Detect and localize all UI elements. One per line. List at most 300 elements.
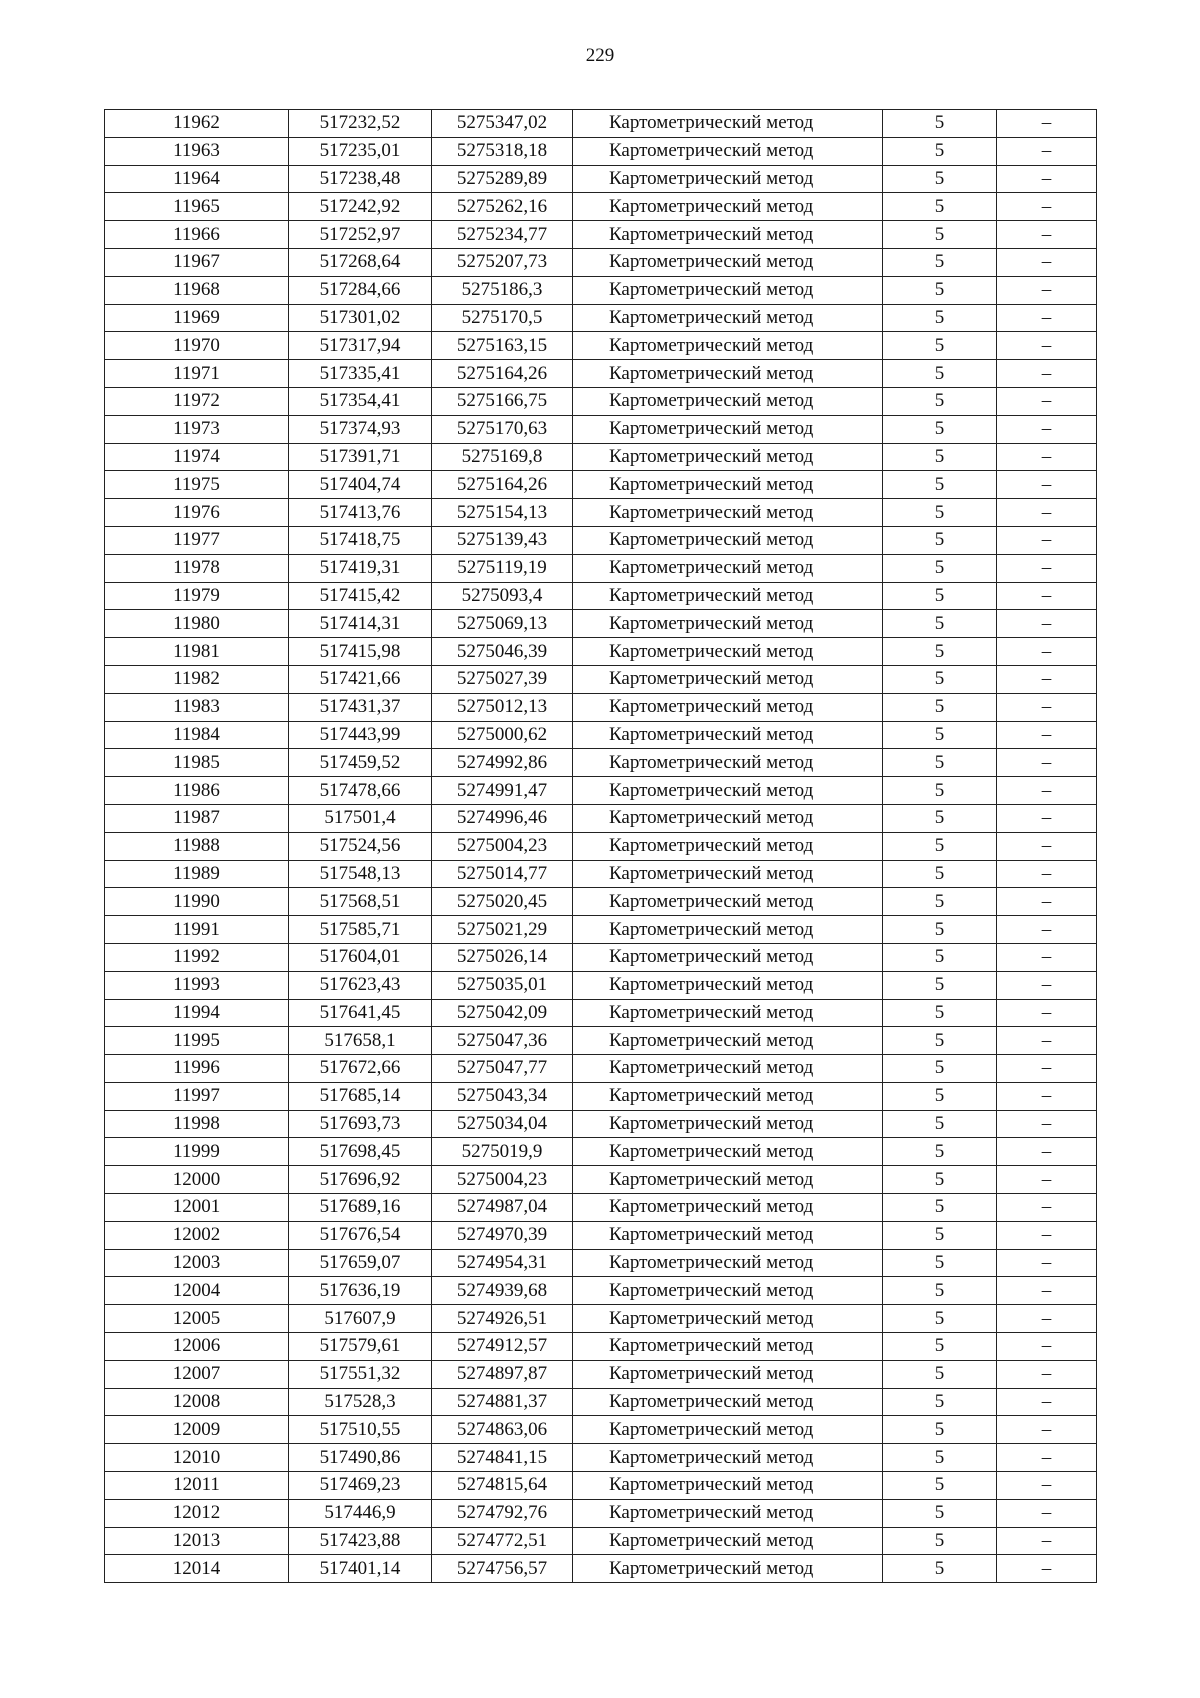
accuracy-cell: 5 bbox=[883, 916, 997, 944]
point-number-cell: 11997 bbox=[105, 1082, 289, 1110]
accuracy-cell: 5 bbox=[883, 137, 997, 165]
x-coordinate-cell: 517252,97 bbox=[289, 221, 432, 249]
note-cell: – bbox=[997, 137, 1097, 165]
table-body bbox=[105, 110, 1097, 1583]
point-number-cell: 11977 bbox=[105, 526, 289, 554]
method-cell: Картометрический метод bbox=[573, 1194, 883, 1222]
accuracy-cell: 5 bbox=[883, 804, 997, 832]
accuracy-cell: 5 bbox=[883, 221, 997, 249]
method-cell: Картометрический метод bbox=[573, 916, 883, 944]
x-coordinate-cell: 517658,1 bbox=[289, 1027, 432, 1055]
note-cell: – bbox=[997, 110, 1097, 138]
x-coordinate-cell: 517551,32 bbox=[289, 1360, 432, 1388]
note-cell: – bbox=[997, 971, 1097, 999]
note-cell: – bbox=[997, 304, 1097, 332]
x-coordinate-cell: 517469,23 bbox=[289, 1472, 432, 1500]
x-coordinate-cell: 517478,66 bbox=[289, 777, 432, 805]
y-coordinate-cell: 5274792,76 bbox=[432, 1499, 573, 1527]
method-cell: Картометрический метод bbox=[573, 471, 883, 499]
y-coordinate-cell: 5275027,39 bbox=[432, 665, 573, 693]
point-number-cell: 11989 bbox=[105, 860, 289, 888]
x-coordinate-cell: 517585,71 bbox=[289, 916, 432, 944]
x-coordinate-cell: 517232,52 bbox=[289, 110, 432, 138]
point-number-cell: 12007 bbox=[105, 1360, 289, 1388]
table-row bbox=[105, 360, 1097, 388]
note-cell: – bbox=[997, 665, 1097, 693]
x-coordinate-cell: 517568,51 bbox=[289, 888, 432, 916]
point-number-cell: 11993 bbox=[105, 971, 289, 999]
accuracy-cell: 5 bbox=[883, 832, 997, 860]
note-cell: – bbox=[997, 1221, 1097, 1249]
x-coordinate-cell: 517579,61 bbox=[289, 1333, 432, 1361]
method-cell: Картометрический метод bbox=[573, 1221, 883, 1249]
note-cell: – bbox=[997, 943, 1097, 971]
table-row bbox=[105, 582, 1097, 610]
method-cell: Картометрический метод bbox=[573, 665, 883, 693]
point-number-cell: 12011 bbox=[105, 1472, 289, 1500]
note-cell: – bbox=[997, 165, 1097, 193]
method-cell: Картометрический метод bbox=[573, 1499, 883, 1527]
method-cell: Картометрический метод bbox=[573, 415, 883, 443]
method-cell: Картометрический метод bbox=[573, 888, 883, 916]
table-row bbox=[105, 1360, 1097, 1388]
point-number-cell: 11974 bbox=[105, 443, 289, 471]
method-cell: Картометрический метод bbox=[573, 1416, 883, 1444]
accuracy-cell: 5 bbox=[883, 1249, 997, 1277]
accuracy-cell: 5 bbox=[883, 693, 997, 721]
table-row bbox=[105, 165, 1097, 193]
note-cell: – bbox=[997, 721, 1097, 749]
note-cell: – bbox=[997, 276, 1097, 304]
point-number-cell: 12014 bbox=[105, 1555, 289, 1583]
method-cell: Картометрический метод bbox=[573, 137, 883, 165]
table-row bbox=[105, 777, 1097, 805]
accuracy-cell: 5 bbox=[883, 554, 997, 582]
x-coordinate-cell: 517676,54 bbox=[289, 1221, 432, 1249]
table-row bbox=[105, 1388, 1097, 1416]
y-coordinate-cell: 5275021,29 bbox=[432, 916, 573, 944]
accuracy-cell: 5 bbox=[883, 1472, 997, 1500]
y-coordinate-cell: 5275047,36 bbox=[432, 1027, 573, 1055]
point-number-cell: 11967 bbox=[105, 248, 289, 276]
point-number-cell: 11964 bbox=[105, 165, 289, 193]
method-cell: Картометрический метод bbox=[573, 638, 883, 666]
method-cell: Картометрический метод bbox=[573, 387, 883, 415]
note-cell: – bbox=[997, 860, 1097, 888]
y-coordinate-cell: 5275004,23 bbox=[432, 1166, 573, 1194]
point-number-cell: 11980 bbox=[105, 610, 289, 638]
note-cell: – bbox=[997, 1138, 1097, 1166]
x-coordinate-cell: 517689,16 bbox=[289, 1194, 432, 1222]
note-cell: – bbox=[997, 582, 1097, 610]
point-number-cell: 12004 bbox=[105, 1277, 289, 1305]
x-coordinate-cell: 517415,98 bbox=[289, 638, 432, 666]
accuracy-cell: 5 bbox=[883, 248, 997, 276]
method-cell: Картометрический метод bbox=[573, 1388, 883, 1416]
note-cell: – bbox=[997, 1277, 1097, 1305]
point-number-cell: 11970 bbox=[105, 332, 289, 360]
method-cell: Картометрический метод bbox=[573, 443, 883, 471]
y-coordinate-cell: 5274996,46 bbox=[432, 804, 573, 832]
y-coordinate-cell: 5275170,5 bbox=[432, 304, 573, 332]
note-cell: – bbox=[997, 1110, 1097, 1138]
y-coordinate-cell: 5274987,04 bbox=[432, 1194, 573, 1222]
x-coordinate-cell: 517685,14 bbox=[289, 1082, 432, 1110]
accuracy-cell: 5 bbox=[883, 610, 997, 638]
y-coordinate-cell: 5275170,63 bbox=[432, 415, 573, 443]
accuracy-cell: 5 bbox=[883, 1305, 997, 1333]
x-coordinate-cell: 517490,86 bbox=[289, 1444, 432, 1472]
note-cell: – bbox=[997, 1055, 1097, 1083]
accuracy-cell: 5 bbox=[883, 1388, 997, 1416]
accuracy-cell: 5 bbox=[883, 1277, 997, 1305]
table-row bbox=[105, 1527, 1097, 1555]
note-cell: – bbox=[997, 693, 1097, 721]
table-row bbox=[105, 804, 1097, 832]
method-cell: Картометрический метод bbox=[573, 499, 883, 527]
point-number-cell: 11986 bbox=[105, 777, 289, 805]
accuracy-cell: 5 bbox=[883, 276, 997, 304]
accuracy-cell: 5 bbox=[883, 721, 997, 749]
method-cell: Картометрический метод bbox=[573, 1555, 883, 1583]
table-row bbox=[105, 1138, 1097, 1166]
y-coordinate-cell: 5275046,39 bbox=[432, 638, 573, 666]
x-coordinate-cell: 517391,71 bbox=[289, 443, 432, 471]
accuracy-cell: 5 bbox=[883, 415, 997, 443]
table-row bbox=[105, 1499, 1097, 1527]
method-cell: Картометрический метод bbox=[573, 693, 883, 721]
accuracy-cell: 5 bbox=[883, 999, 997, 1027]
method-cell: Картометрический метод bbox=[573, 610, 883, 638]
method-cell: Картометрический метод bbox=[573, 193, 883, 221]
method-cell: Картометрический метод bbox=[573, 1055, 883, 1083]
table-row bbox=[105, 221, 1097, 249]
accuracy-cell: 5 bbox=[883, 1221, 997, 1249]
accuracy-cell: 5 bbox=[883, 193, 997, 221]
note-cell: – bbox=[997, 1166, 1097, 1194]
y-coordinate-cell: 5275035,01 bbox=[432, 971, 573, 999]
method-cell: Картометрический метод bbox=[573, 1527, 883, 1555]
point-number-cell: 11965 bbox=[105, 193, 289, 221]
table-row bbox=[105, 1444, 1097, 1472]
method-cell: Картометрический метод bbox=[573, 332, 883, 360]
note-cell: – bbox=[997, 1360, 1097, 1388]
y-coordinate-cell: 5274756,57 bbox=[432, 1555, 573, 1583]
accuracy-cell: 5 bbox=[883, 860, 997, 888]
point-number-cell: 12008 bbox=[105, 1388, 289, 1416]
x-coordinate-cell: 517446,9 bbox=[289, 1499, 432, 1527]
accuracy-cell: 5 bbox=[883, 1194, 997, 1222]
y-coordinate-cell: 5274912,57 bbox=[432, 1333, 573, 1361]
note-cell: – bbox=[997, 804, 1097, 832]
table-row bbox=[105, 1110, 1097, 1138]
method-cell: Картометрический метод bbox=[573, 832, 883, 860]
coordinates-table bbox=[104, 109, 1097, 1583]
point-number-cell: 11999 bbox=[105, 1138, 289, 1166]
accuracy-cell: 5 bbox=[883, 943, 997, 971]
y-coordinate-cell: 5275043,34 bbox=[432, 1082, 573, 1110]
x-coordinate-cell: 517284,66 bbox=[289, 276, 432, 304]
x-coordinate-cell: 517501,4 bbox=[289, 804, 432, 832]
accuracy-cell: 5 bbox=[883, 1138, 997, 1166]
x-coordinate-cell: 517413,76 bbox=[289, 499, 432, 527]
y-coordinate-cell: 5274992,86 bbox=[432, 749, 573, 777]
accuracy-cell: 5 bbox=[883, 1444, 997, 1472]
point-number-cell: 12010 bbox=[105, 1444, 289, 1472]
note-cell: – bbox=[997, 1555, 1097, 1583]
accuracy-cell: 5 bbox=[883, 1360, 997, 1388]
accuracy-cell: 5 bbox=[883, 332, 997, 360]
table-row bbox=[105, 443, 1097, 471]
point-number-cell: 11979 bbox=[105, 582, 289, 610]
point-number-cell: 11966 bbox=[105, 221, 289, 249]
point-number-cell: 12000 bbox=[105, 1166, 289, 1194]
x-coordinate-cell: 517418,75 bbox=[289, 526, 432, 554]
table-row bbox=[105, 1082, 1097, 1110]
y-coordinate-cell: 5275164,26 bbox=[432, 471, 573, 499]
point-number-cell: 11998 bbox=[105, 1110, 289, 1138]
method-cell: Картометрический метод bbox=[573, 165, 883, 193]
method-cell: Картометрический метод bbox=[573, 1444, 883, 1472]
x-coordinate-cell: 517443,99 bbox=[289, 721, 432, 749]
note-cell: – bbox=[997, 1388, 1097, 1416]
y-coordinate-cell: 5275026,14 bbox=[432, 943, 573, 971]
table-row bbox=[105, 1555, 1097, 1583]
note-cell: – bbox=[997, 888, 1097, 916]
table-row bbox=[105, 1249, 1097, 1277]
point-number-cell: 12002 bbox=[105, 1221, 289, 1249]
y-coordinate-cell: 5275047,77 bbox=[432, 1055, 573, 1083]
y-coordinate-cell: 5274970,39 bbox=[432, 1221, 573, 1249]
accuracy-cell: 5 bbox=[883, 749, 997, 777]
note-cell: – bbox=[997, 193, 1097, 221]
table-row bbox=[105, 1055, 1097, 1083]
y-coordinate-cell: 5274881,37 bbox=[432, 1388, 573, 1416]
table-row bbox=[105, 1166, 1097, 1194]
table-row bbox=[105, 693, 1097, 721]
point-number-cell: 11976 bbox=[105, 499, 289, 527]
y-coordinate-cell: 5275186,3 bbox=[432, 276, 573, 304]
y-coordinate-cell: 5274991,47 bbox=[432, 777, 573, 805]
y-coordinate-cell: 5275154,13 bbox=[432, 499, 573, 527]
method-cell: Картометрический метод bbox=[573, 110, 883, 138]
accuracy-cell: 5 bbox=[883, 443, 997, 471]
table-row bbox=[105, 749, 1097, 777]
method-cell: Картометрический метод bbox=[573, 749, 883, 777]
x-coordinate-cell: 517415,42 bbox=[289, 582, 432, 610]
table-row bbox=[105, 1194, 1097, 1222]
table-row bbox=[105, 1277, 1097, 1305]
note-cell: – bbox=[997, 332, 1097, 360]
note-cell: – bbox=[997, 1499, 1097, 1527]
table-row bbox=[105, 610, 1097, 638]
table-row bbox=[105, 860, 1097, 888]
point-number-cell: 11978 bbox=[105, 554, 289, 582]
note-cell: – bbox=[997, 749, 1097, 777]
x-coordinate-cell: 517607,9 bbox=[289, 1305, 432, 1333]
point-number-cell: 12012 bbox=[105, 1499, 289, 1527]
accuracy-cell: 5 bbox=[883, 1416, 997, 1444]
point-number-cell: 12009 bbox=[105, 1416, 289, 1444]
method-cell: Картометрический метод bbox=[573, 971, 883, 999]
point-number-cell: 12005 bbox=[105, 1305, 289, 1333]
table-row bbox=[105, 971, 1097, 999]
y-coordinate-cell: 5275234,77 bbox=[432, 221, 573, 249]
accuracy-cell: 5 bbox=[883, 165, 997, 193]
y-coordinate-cell: 5275119,19 bbox=[432, 554, 573, 582]
y-coordinate-cell: 5275014,77 bbox=[432, 860, 573, 888]
method-cell: Картометрический метод bbox=[573, 248, 883, 276]
note-cell: – bbox=[997, 526, 1097, 554]
note-cell: – bbox=[997, 360, 1097, 388]
method-cell: Картометрический метод bbox=[573, 943, 883, 971]
method-cell: Картометрический метод bbox=[573, 1138, 883, 1166]
point-number-cell: 11963 bbox=[105, 137, 289, 165]
accuracy-cell: 5 bbox=[883, 777, 997, 805]
y-coordinate-cell: 5274954,31 bbox=[432, 1249, 573, 1277]
x-coordinate-cell: 517693,73 bbox=[289, 1110, 432, 1138]
point-number-cell: 11982 bbox=[105, 665, 289, 693]
accuracy-cell: 5 bbox=[883, 1527, 997, 1555]
table-row bbox=[105, 1333, 1097, 1361]
accuracy-cell: 5 bbox=[883, 387, 997, 415]
table-row bbox=[105, 387, 1097, 415]
method-cell: Картометрический метод bbox=[573, 1277, 883, 1305]
method-cell: Картометрический метод bbox=[573, 804, 883, 832]
table-row bbox=[105, 276, 1097, 304]
accuracy-cell: 5 bbox=[883, 1333, 997, 1361]
note-cell: – bbox=[997, 1249, 1097, 1277]
point-number-cell: 11969 bbox=[105, 304, 289, 332]
point-number-cell: 11975 bbox=[105, 471, 289, 499]
table-row bbox=[105, 137, 1097, 165]
method-cell: Картометрический метод bbox=[573, 1305, 883, 1333]
y-coordinate-cell: 5275207,73 bbox=[432, 248, 573, 276]
method-cell: Картометрический метод bbox=[573, 1082, 883, 1110]
accuracy-cell: 5 bbox=[883, 1055, 997, 1083]
method-cell: Картометрический метод bbox=[573, 1333, 883, 1361]
y-coordinate-cell: 5274939,68 bbox=[432, 1277, 573, 1305]
x-coordinate-cell: 517459,52 bbox=[289, 749, 432, 777]
point-number-cell: 11987 bbox=[105, 804, 289, 832]
x-coordinate-cell: 517623,43 bbox=[289, 971, 432, 999]
table-row bbox=[105, 832, 1097, 860]
point-number-cell: 11972 bbox=[105, 387, 289, 415]
accuracy-cell: 5 bbox=[883, 888, 997, 916]
y-coordinate-cell: 5274863,06 bbox=[432, 1416, 573, 1444]
table-row bbox=[105, 471, 1097, 499]
method-cell: Картометрический метод bbox=[573, 1027, 883, 1055]
table-row bbox=[105, 554, 1097, 582]
x-coordinate-cell: 517659,07 bbox=[289, 1249, 432, 1277]
point-number-cell: 11995 bbox=[105, 1027, 289, 1055]
accuracy-cell: 5 bbox=[883, 1166, 997, 1194]
method-cell: Картометрический метод bbox=[573, 221, 883, 249]
x-coordinate-cell: 517317,94 bbox=[289, 332, 432, 360]
point-number-cell: 11988 bbox=[105, 832, 289, 860]
accuracy-cell: 5 bbox=[883, 526, 997, 554]
x-coordinate-cell: 517698,45 bbox=[289, 1138, 432, 1166]
table-row bbox=[105, 1416, 1097, 1444]
x-coordinate-cell: 517528,3 bbox=[289, 1388, 432, 1416]
table-row bbox=[105, 499, 1097, 527]
page-number: 229 bbox=[585, 45, 615, 66]
y-coordinate-cell: 5275000,62 bbox=[432, 721, 573, 749]
method-cell: Картометрический метод bbox=[573, 276, 883, 304]
note-cell: – bbox=[997, 1305, 1097, 1333]
y-coordinate-cell: 5274926,51 bbox=[432, 1305, 573, 1333]
table-row bbox=[105, 916, 1097, 944]
point-number-cell: 12003 bbox=[105, 1249, 289, 1277]
table-row bbox=[105, 193, 1097, 221]
point-number-cell: 12001 bbox=[105, 1194, 289, 1222]
note-cell: – bbox=[997, 1472, 1097, 1500]
point-number-cell: 11981 bbox=[105, 638, 289, 666]
point-number-cell: 11992 bbox=[105, 943, 289, 971]
note-cell: – bbox=[997, 248, 1097, 276]
x-coordinate-cell: 517431,37 bbox=[289, 693, 432, 721]
y-coordinate-cell: 5275004,23 bbox=[432, 832, 573, 860]
point-number-cell: 11968 bbox=[105, 276, 289, 304]
accuracy-cell: 5 bbox=[883, 110, 997, 138]
y-coordinate-cell: 5275289,89 bbox=[432, 165, 573, 193]
point-number-cell: 11994 bbox=[105, 999, 289, 1027]
x-coordinate-cell: 517235,01 bbox=[289, 137, 432, 165]
table-row bbox=[105, 110, 1097, 138]
note-cell: – bbox=[997, 443, 1097, 471]
point-number-cell: 11996 bbox=[105, 1055, 289, 1083]
method-cell: Картометрический метод bbox=[573, 721, 883, 749]
accuracy-cell: 5 bbox=[883, 582, 997, 610]
method-cell: Картометрический метод bbox=[573, 1110, 883, 1138]
accuracy-cell: 5 bbox=[883, 971, 997, 999]
method-cell: Картометрический метод bbox=[573, 360, 883, 388]
point-number-cell: 11984 bbox=[105, 721, 289, 749]
note-cell: – bbox=[997, 610, 1097, 638]
y-coordinate-cell: 5274841,15 bbox=[432, 1444, 573, 1472]
table-row bbox=[105, 1221, 1097, 1249]
method-cell: Картометрический метод bbox=[573, 1249, 883, 1277]
note-cell: – bbox=[997, 1194, 1097, 1222]
accuracy-cell: 5 bbox=[883, 499, 997, 527]
y-coordinate-cell: 5275318,18 bbox=[432, 137, 573, 165]
x-coordinate-cell: 517374,93 bbox=[289, 415, 432, 443]
accuracy-cell: 5 bbox=[883, 665, 997, 693]
y-coordinate-cell: 5275262,16 bbox=[432, 193, 573, 221]
note-cell: – bbox=[997, 638, 1097, 666]
x-coordinate-cell: 517404,74 bbox=[289, 471, 432, 499]
x-coordinate-cell: 517548,13 bbox=[289, 860, 432, 888]
x-coordinate-cell: 517414,31 bbox=[289, 610, 432, 638]
x-coordinate-cell: 517672,66 bbox=[289, 1055, 432, 1083]
x-coordinate-cell: 517641,45 bbox=[289, 999, 432, 1027]
x-coordinate-cell: 517335,41 bbox=[289, 360, 432, 388]
point-number-cell: 12006 bbox=[105, 1333, 289, 1361]
table-row bbox=[105, 526, 1097, 554]
y-coordinate-cell: 5275012,13 bbox=[432, 693, 573, 721]
point-number-cell: 11971 bbox=[105, 360, 289, 388]
accuracy-cell: 5 bbox=[883, 360, 997, 388]
x-coordinate-cell: 517301,02 bbox=[289, 304, 432, 332]
point-number-cell: 11962 bbox=[105, 110, 289, 138]
y-coordinate-cell: 5275166,75 bbox=[432, 387, 573, 415]
point-number-cell: 11990 bbox=[105, 888, 289, 916]
accuracy-cell: 5 bbox=[883, 638, 997, 666]
x-coordinate-cell: 517636,19 bbox=[289, 1277, 432, 1305]
point-number-cell: 11983 bbox=[105, 693, 289, 721]
y-coordinate-cell: 5275042,09 bbox=[432, 999, 573, 1027]
table-row bbox=[105, 332, 1097, 360]
